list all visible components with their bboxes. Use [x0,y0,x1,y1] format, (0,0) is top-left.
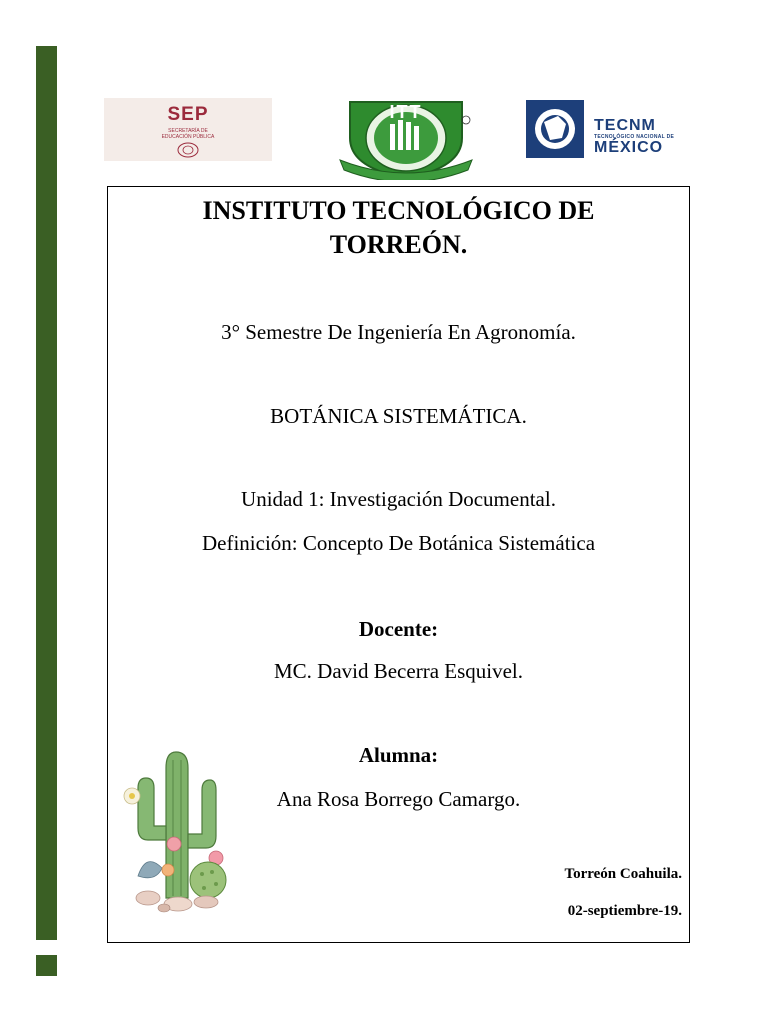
teacher-name: MC. David Becerra Esquivel. [273,659,524,683]
student-name: Ana Rosa Borrego Camargo. [276,787,521,811]
subject-text: BOTÁNICA SISTEMÁTICA. [270,404,527,428]
sep-subtitle-line1: SECRETARÍA DE [168,128,208,134]
tecnm-logo-text [594,118,674,156]
tecnm-gear-icon [524,98,586,160]
sep-subtitle-line2: EDUCACIÓN PÚBLICA [161,134,215,140]
location-text: Torreón Coahuila. [564,866,682,882]
left-green-square [36,955,57,976]
left-green-stripe [36,46,57,940]
sep-logo [104,98,272,161]
itt-logo-title: ITT [389,102,423,122]
mexico-seal-icon [176,142,200,158]
sep-logo-title: SEP [167,104,209,125]
tecnm-title: TECNM [594,117,656,134]
itt-logo [338,98,480,180]
student-label: Alumna: [358,743,439,767]
unit-text: Unidad 1: Investigación Documental. [241,487,556,511]
tecnm-subtitle: TECNOLÓGICO NACIONAL DE [594,134,675,140]
cactus-illustration-icon [118,748,238,913]
tecnm-country: MÉXICO [594,139,664,156]
institution-title-line1: INSTITUTO TECNOLÓGICO DE [202,196,595,225]
tecnm-logo [524,98,694,160]
semester-text: 3° Semestre De Ingeniería En Agronomía. [221,320,576,344]
teacher-label: Docente: [358,617,439,641]
institution-title-line2: TORREÓN. [329,230,468,259]
date-text: 02-septiembre-19. [567,903,682,919]
sep-logo-subtitle [104,128,272,140]
definition-text: Definición: Concepto De Botánica Sistemática [201,531,596,555]
